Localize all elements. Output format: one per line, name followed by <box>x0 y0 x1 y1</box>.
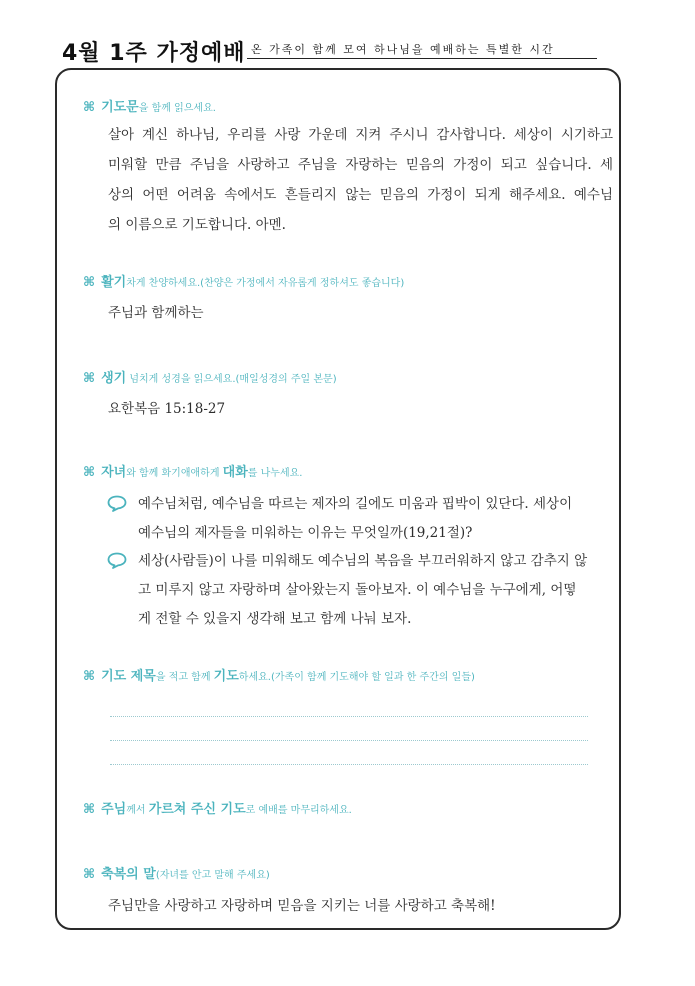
prayer-line: 미워할 만큼 주님을 사랑하고 주님을 자랑하는 믿음의 가정이 되고 싶습니다. 세 <box>108 157 613 173</box>
praise-song: 주님과 함께하는 <box>108 305 204 321</box>
question-line: 고 미루지 않고 자랑하며 살아왔는지 돌아보자. 이 예수님을 누구에게, 어떻 <box>138 582 577 598</box>
speech-bubble-icon <box>107 552 127 569</box>
question-line: 게 전할 수 있을지 생각해 보고 함께 나눠 보자. <box>138 611 412 627</box>
writing-line[interactable] <box>110 764 588 765</box>
question-item <box>138 490 612 548</box>
question-item <box>138 547 612 634</box>
writing-line[interactable] <box>110 716 588 717</box>
subtitle-underline <box>247 58 597 59</box>
cloverleaf-icon: ⌘ <box>83 465 96 480</box>
question-line: 세상(사람들)이 나를 미워해도 예수님의 복음을 부끄러워하지 않고 감추지 않 <box>138 553 588 569</box>
prayer-text <box>108 120 613 240</box>
section-prayer-topics-heading: ⌘ 기도 제목을 적고 함께 기도하세요.(가족이 함께 기도해야 할 일과 한 주간의 일들) <box>83 669 475 684</box>
section-talk-heading: ⌘ 자녀와 함께 화기애애하게 대화를 나누세요. <box>83 465 303 480</box>
cloverleaf-icon: ⌘ <box>83 100 96 115</box>
prayer-line: 살아 계신 하나님, 우리를 사랑 가운데 지켜 주시니 감사합니다. 세상이 시기하고 <box>108 127 613 143</box>
question-line: 예수님의 제자들을 미워하는 이유는 무엇일까(19,21절)? <box>138 525 473 541</box>
cloverleaf-icon: ⌘ <box>83 371 96 386</box>
writing-line[interactable] <box>110 740 588 741</box>
page-subtitle: 온 가족이 함께 모여 하나님을 예배하는 특별한 시간 <box>251 43 555 56</box>
bible-reference: 요한복음 15:18-27 <box>108 401 226 417</box>
blessing-text: 주님만을 사랑하고 자랑하며 믿음을 지키는 너를 사랑하고 축복해! <box>108 898 496 914</box>
section-lords-prayer-heading: ⌘ 주님께서 가르쳐 주신 기도로 예배를 마무리하세요. <box>83 802 352 817</box>
section-praise-heading: ⌘ 활기차게 찬양하세요.(찬양은 가정에서 자유롭게 정하셔도 좋습니다) <box>83 275 405 290</box>
section-blessing-heading: ⌘ 축복의 말(자녀를 안고 말해 주세요) <box>83 867 270 882</box>
speech-bubble-icon <box>107 495 127 512</box>
cloverleaf-icon: ⌘ <box>83 275 96 290</box>
section-prayer-heading: ⌘ 기도문을 함께 읽으세요. <box>83 100 216 115</box>
cloverleaf-icon: ⌘ <box>83 669 96 684</box>
page-header <box>62 36 597 66</box>
prayer-line: 상의 어떤 어려움 속에서도 흔들리지 않는 믿음의 가정이 되게 해주세요. 예수님 <box>108 187 613 203</box>
cloverleaf-icon: ⌘ <box>83 867 96 882</box>
page-title: 4월 1주 가정예배 <box>62 41 246 66</box>
section-bible-heading: ⌘ 생기 넘치게 성경을 읽으세요.(매일성경의 주일 본문) <box>83 371 337 386</box>
cloverleaf-icon: ⌘ <box>83 802 96 817</box>
question-line: 예수님처럼, 예수님을 따르는 제자의 길에도 미움과 핍박이 있단다. 세상이 <box>138 496 573 512</box>
prayer-line: 의 이름으로 기도합니다. 아멘. <box>108 217 286 233</box>
